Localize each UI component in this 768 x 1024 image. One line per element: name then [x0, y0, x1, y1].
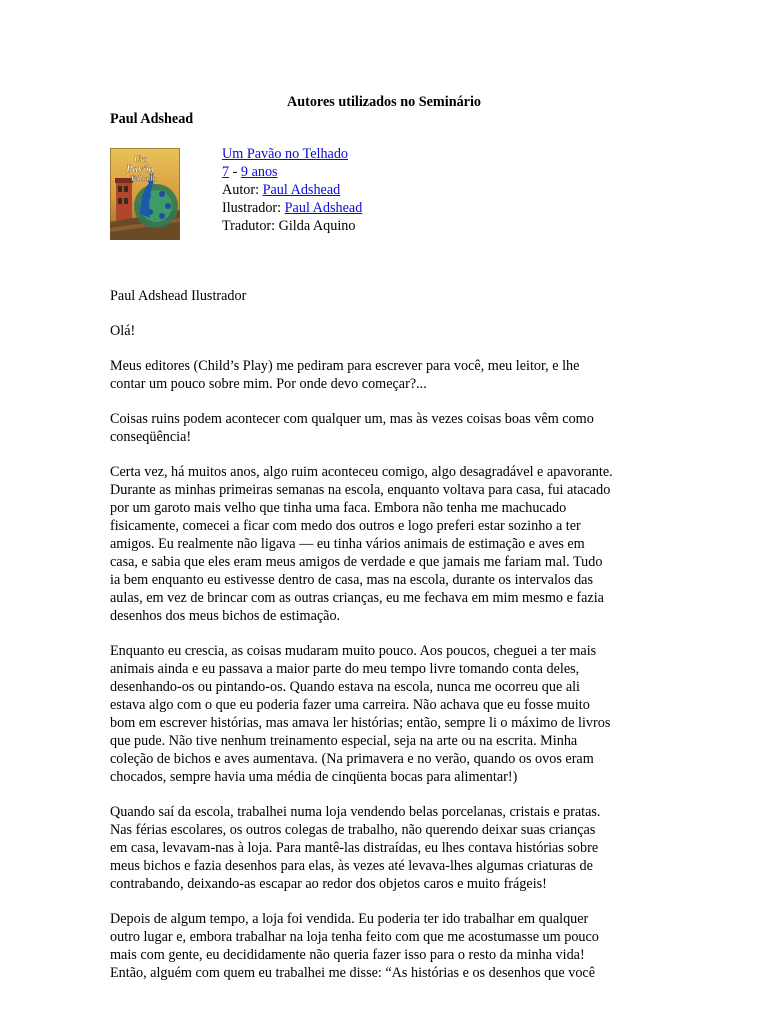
paragraph-line: meus bichos e fazia desenhos para elas, às vezes até levava-lhes algumas criaturas de: [110, 858, 593, 874]
paragraph-line: Depois de algum tempo, a loja foi vendida. Eu poderia ter ido trabalhar em qualquer: [110, 911, 589, 927]
paragraph-line: Paul Adshead Ilustrador: [110, 288, 247, 304]
body-paragraph: [110, 322, 660, 340]
book-title-row: [222, 145, 372, 163]
age-range-row: [222, 163, 372, 181]
author-heading: Paul Adshead: [110, 111, 194, 127]
svg-text:Pavão: Pavão: [126, 163, 155, 175]
paragraph-line: conseqüência!: [110, 429, 192, 445]
illustrator-link[interactable]: Paul Adshead: [284, 200, 363, 216]
paragraph-line: que pude. Não tive nenhum treinamento especial, seja na arte ou na escrita. Minha: [110, 733, 578, 749]
book-author-row: [222, 181, 372, 199]
book-cover-image[interactable]: [110, 148, 180, 240]
age-separator: -: [229, 164, 241, 180]
paragraph-line: desenhos dos meus bichos de estimação.: [110, 608, 341, 624]
paragraph-line: outro lugar e, embora trabalhar na loja tenha feito com que me acostumasse um pouco: [110, 929, 599, 945]
body-paragraph: [110, 287, 660, 305]
paragraph-line: Enquanto eu crescia, as coisas mudaram muito pouco. Aos poucos, cheguei a ter mais: [110, 643, 597, 659]
paragraph-line: bom em escrever histórias, mas amava ler histórias; então, sempre li o máximo de livros: [110, 715, 611, 731]
svg-text:Telhado: Telhado: [130, 174, 157, 183]
paragraph-line: ia bem enquanto eu estivesse dentro de casa, mas na escola, durante os intervalos das: [110, 572, 593, 588]
paragraph-line: Coisas ruins podem acontecer com qualquer um, mas às vezes coisas boas vêm como: [110, 411, 594, 427]
age-to-link[interactable]: 9 anos: [240, 164, 278, 180]
paragraph-line: chocados, sempre havia uma média de cinqüenta bocas para alimentar!): [110, 769, 518, 785]
paragraph-line: Olá!: [110, 323, 136, 339]
book-title-link[interactable]: Um Pavão no Telhado: [222, 146, 349, 162]
paragraph-line: aulas, em vez de brincar com as outras crianças, eu me fechava em mim mesmo e fazia: [110, 590, 604, 606]
body-paragraph: [110, 410, 660, 446]
illustrator-label: Ilustrador:: [222, 200, 285, 216]
body-paragraph: [110, 803, 660, 893]
body-paragraph: [110, 910, 660, 982]
body-paragraph: [110, 357, 660, 393]
svg-text:Um: Um: [134, 154, 148, 164]
paragraph-line: amigos. Eu realmente não ligava — eu tinha vários animais de estimação e aves em: [110, 536, 585, 552]
author-link[interactable]: Paul Adshead: [262, 182, 341, 198]
document-title: Autores utilizados no Seminário: [286, 94, 482, 110]
paragraph-line: contar um pouco sobre mim. Por onde devo começar?...: [110, 376, 427, 392]
paragraph-line: Meus editores (Child’s Play) me pediram para escrever para você, meu leitor, e lhe: [110, 358, 580, 374]
paragraph-line: Quando saí da escola, trabalhei numa loja vendendo belas porcelanas, cristais e pratas.: [110, 804, 601, 820]
paragraph-line: coleção de bichos e aves aumentava. (Na primavera e no verão, quando os ovos eram: [110, 751, 594, 767]
paragraph-line: contrabando, deixando-as escapar ao redor dos objetos caros e muito frágeis!: [110, 876, 547, 892]
book-illustrator-row: [222, 199, 372, 217]
age-from-link[interactable]: 7: [222, 164, 230, 180]
paragraph-line: mais com gente, eu decididamente não queria fazer isso para o resto da minha vida!: [110, 947, 585, 963]
book-info: [222, 145, 372, 235]
body-paragraph: [110, 463, 660, 625]
book-translator-row: Tradutor: Gilda Aquino: [222, 218, 356, 234]
paragraph-line: Certa vez, há muitos anos, algo ruim aconteceu comigo, algo desagradável e apavorante.: [110, 464, 613, 480]
paragraph-line: Nas férias escolares, os outros colegas de trabalho, não querendo deixar suas crianças: [110, 822, 596, 838]
author-label: Autor:: [222, 182, 263, 198]
paragraph-line: estava algo com o que eu poderia fazer uma carreira. Não achava que eu fosse muito: [110, 697, 590, 713]
paragraph-line: animais ainda e eu passava a maior parte do meu tempo livre tomando conta deles,: [110, 661, 580, 677]
paragraph-line: casa, e sabia que eles eram meus amigos de verdade e que jamais me fariam mal. Tudo: [110, 554, 603, 570]
body-text: [110, 287, 660, 999]
paragraph-line: Então, alguém com quem eu trabalhei me disse: “As histórias e os desenhos que você: [110, 965, 596, 981]
paragraph-line: por um garoto mais velho que tinha uma faca. Embora não tenha me machucado: [110, 500, 567, 516]
paragraph-line: fisicamente, comecei a ficar com medo dos outros e logo preferi estar sozinho a ter: [110, 518, 581, 534]
paragraph-line: desenhando-os ou pintando-os. Quando estava na escola, nunca me ocorreu que ali: [110, 679, 581, 695]
paragraph-line: Durante as minhas primeiras semanas na escola, enquanto voltava para casa, fui atacado: [110, 482, 611, 498]
body-paragraph: [110, 642, 660, 786]
paragraph-line: em casa, levavam-nas à loja. Para mantê-las distraídas, eu lhes contava histórias sobre: [110, 840, 599, 856]
